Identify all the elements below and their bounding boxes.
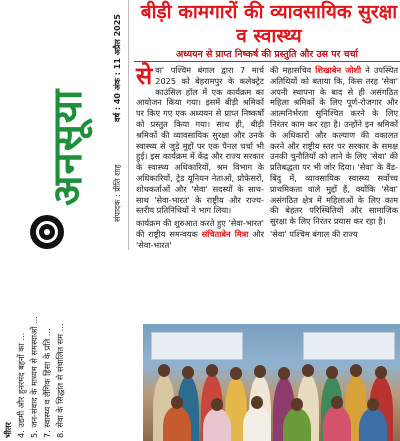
toc-item[interactable]: 8. सेवा के सिद्धांत से संचालित सम ... xyxy=(55,323,65,438)
paragraph-text: ने उपस्थित अतिथियों को बताया कि, किस तरह 'सेवा' अपनी स्थापना के बाद से ही असंगठित महिला श्रमिकों के लिए पूर्ण-रोजगार और आत्मनिर्भरता सुनिश्चित करने के लिए निरंतर काम कर रहा है। उन्होंने इन श्रमिकों के अधिकारों और कल्याण की वकालत करने और राष्ट्रीय स्तर पर सरकार के समक्ष उनकी चुनौतियों को लाने के लिए 'सेवा' की प्रतिबद्धता पर भी जोर दिया। 'सेवा' के वैंड-बिंदु में, व्यावसायिक स्वास्थ्य सर्वोच्च प्राथमिकता वाले मुद्दों हैं, क्योंकि 'सेवा' असंगठित क्षेत्र में महिलाओं के लिए काम की बेहतर परिस्थितियों और सामाजिक सुरक्षा के लिए निरंतर प्रयास कर रहा है। xyxy=(270,65,398,227)
issue-info: वर्ष : 40 अंक : 11 अप्रैल 2025 xyxy=(113,14,122,122)
sewa-logo-icon xyxy=(30,215,64,249)
paragraph xyxy=(136,218,264,250)
person-name: शिखाबेन जोशी xyxy=(315,65,362,75)
paragraph xyxy=(136,62,264,216)
divider xyxy=(134,61,400,62)
paragraph-text: की महासचिव xyxy=(270,65,312,75)
article-column-2 xyxy=(270,65,398,242)
paragraph-text: वा' पश्चिम बंगाल द्वारा 7 मार्च 2025 को बेहरामपुर के कलेक्ट्रेट काउंसिल हॉल में एक कार्यक्रम का आयोजन किया गया। इसमें बीड़ी श्रमिकों पर किए गए एक अध्ययन से प्राप्त निष्कर्षों को प्रस्तुत किया गया। साथ ही, बीड़ी श्रमिकों की व्यावसायिक सुरक्षा और उनके स्वास्थ्य से जुड़े मुद्दों पर एक पैनल चर्चा भी हुई। इस कार्यक्रम में केंद्र और राज्य सरकार के स्वास्थ्य अधिकारियों, श्रम विभाग के अधिकारियों, ट्रेड यूनियन नेताओं, प्रोफेसरों, शोधकर्ताओं और 'सेवा' सदस्यों के साथ-साथ 'सेवा-भारत' के राष्ट्रीय और राज्य-स्तरीय प्रतिनिधियों ने भाग लिया। xyxy=(136,65,264,216)
editor-credit: संपादक : प्रीति शाह xyxy=(113,164,122,222)
person-name: संचिताबेन मित्रा xyxy=(201,228,249,239)
article-title: बीड़ी कामगारों की व्यावसायिक सुरक्षा व स्वास्थ्य xyxy=(140,1,398,47)
toc-heading: भीतर xyxy=(3,422,13,438)
toc-item[interactable]: 7. स्वास्थ्य व लैंगिक हिंसा के प्रति ... xyxy=(42,328,52,438)
paragraph-text: कार्यक्रम की शुरुआत करते हुए 'सेवा-भारत' की राष्ट्रीय समन्वयक xyxy=(136,218,264,239)
paragraph: 'सेवा' पश्चिम बंगाल की राज्य xyxy=(270,228,358,239)
paragraph xyxy=(270,65,398,227)
toc-item[interactable]: 5. जन-संवाद के माध्यम से समस्याओं ... xyxy=(29,316,39,438)
article-column-1 xyxy=(136,62,265,253)
paragraph-text: और 'सेवा-भारत' xyxy=(136,228,265,250)
toc-item[interactable]: 4. उद्यमी और हुनरमंद बहनों का ... xyxy=(16,332,26,438)
masthead-brand: अनसूया xyxy=(44,88,91,206)
banner xyxy=(303,332,395,360)
table-of-contents xyxy=(2,288,67,438)
event-group-photo xyxy=(143,324,400,441)
drop-cap: से xyxy=(136,62,153,90)
article-subtitle: अध्ययन से प्राप्त निष्कर्ष की प्रस्तुति और उस पर चर्चा xyxy=(176,49,358,60)
divider xyxy=(128,0,129,250)
banner xyxy=(151,332,243,360)
